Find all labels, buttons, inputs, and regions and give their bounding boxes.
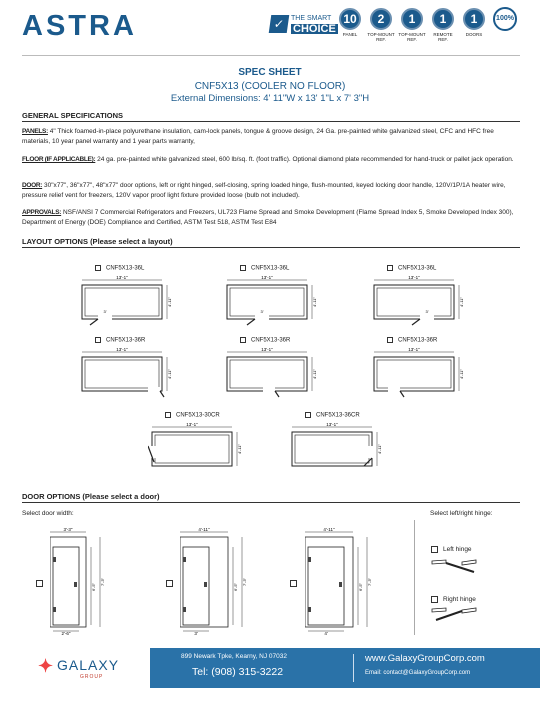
- box-height-dimension: 7'-3": [100, 578, 105, 586]
- header-divider: [22, 55, 520, 56]
- section-divider: [22, 502, 520, 503]
- hundred-percent-badge: 100%: [493, 7, 517, 31]
- right-hinge-label: Right hinge: [443, 596, 476, 603]
- box-height-dimension: 7'-3": [367, 578, 372, 586]
- footer-phone[interactable]: Tel: (908) 315-3222: [192, 666, 284, 678]
- header: [0, 0, 540, 58]
- layout-floorplan-diagram: [148, 422, 243, 474]
- layout-floorplan-diagram: [223, 275, 318, 327]
- left-hinge-label: Left hinge: [443, 546, 472, 553]
- layout-checkbox[interactable]: [305, 412, 311, 418]
- left-hinge-diagram: [430, 557, 480, 577]
- warranty-badge-remote: 1 REMOTE REF.: [428, 8, 458, 42]
- door-dimension: 3': [260, 309, 264, 314]
- layout-floorplan-diagram: [288, 422, 383, 474]
- layout-option-label: CNF5X13-30CR: [176, 412, 220, 419]
- layout-checkbox[interactable]: [240, 337, 246, 343]
- length-dimension: 13'-1": [261, 347, 273, 352]
- length-dimension: 13'-1": [116, 347, 128, 352]
- length-dimension: 13'-1": [408, 275, 420, 280]
- width-dimension: 4'-11": [459, 297, 464, 307]
- layout-checkbox[interactable]: [240, 265, 246, 271]
- door-height-dimension: 6'-5": [358, 583, 363, 591]
- panels-spec: PANELS: 4" Thick foamed-in-place polyurethane insulation, cam-lock panels, tongue & groove design, 24 Ga. pre-painted white galvanized steel, CFC and HFC free materials, 10 year panel warranty and 1 year parts warranty,: [22, 128, 494, 145]
- layout-floorplan-diagram: [370, 275, 465, 327]
- footer-website-link[interactable]: www.GalaxyGroupCorp.com: [365, 653, 485, 664]
- layout-option-6[interactable]: [387, 337, 437, 344]
- warranty-badge-topmount-2: 1 TOP-MOUNT REF.: [397, 8, 427, 42]
- warranty-seal-icon: 1: [463, 8, 485, 30]
- section-divider: [22, 121, 520, 122]
- door-height-dimension: 6'-5": [233, 583, 238, 591]
- galaxy-swoosh-icon: ✦: [38, 656, 54, 676]
- layout-option-7[interactable]: [165, 412, 220, 419]
- door-top-dimension: 4'-11": [323, 527, 335, 532]
- warranty-seal-icon: 1: [432, 8, 454, 30]
- galaxy-company-name: GALAXY: [57, 657, 120, 673]
- layout-floorplan-diagram: [78, 347, 173, 399]
- select-hinge-label: Select left/right hinge:: [430, 510, 493, 517]
- approvals-spec: APPROVALS: NSF/ANSI 7 Commercial Refrigerators and Freezers, UL723 Flame Spread and Smoke Development (Flame Spread Index 5, Smoke Developed Index 300), Department of Energy (DOE) Compliance and Certified, ASTM Test 518, ASTM Test E84: [22, 209, 514, 226]
- warranty-badges: [335, 8, 517, 42]
- door-spec: DOOR: 30"x77", 36"x77", 48"x77" door options, left or right hinged, self-closing, spring loaded hinge, flush-mounted, keyed locking door handle, 120V/1P/1A heater wire, pressure relief vent for freezers, 120V vapor proof light fixture provided loose (bulb not included).: [22, 182, 506, 199]
- warranty-seal-icon: 1: [401, 8, 423, 30]
- width-dimension: 4'-11": [459, 369, 464, 379]
- door-width-checkbox-1[interactable]: [36, 580, 43, 587]
- layout-option-4[interactable]: [95, 337, 145, 344]
- layout-floorplan-diagram: [223, 347, 318, 399]
- layout-floorplan-diagram: [370, 347, 465, 399]
- floor-spec: FLOOR (IF APPLICABLE): 24 ga. pre-painted white galvanized steel, 600 lb/sq. ft. (foot traffic). Optional diamond plate recommended for hand-truck or pallet jack operation.: [22, 156, 514, 163]
- footer-email-link[interactable]: Email: contact@GalaxyGroupCorp.com: [365, 670, 471, 676]
- footer-divider: [353, 654, 354, 682]
- right-hinge-diagram: [430, 605, 480, 625]
- width-dimension: 4'-11": [377, 444, 382, 454]
- left-hinge-checkbox[interactable]: [431, 546, 438, 553]
- door-options-heading: DOOR OPTIONS (Please select a door): [22, 492, 160, 501]
- galaxy-logo: [0, 648, 150, 688]
- door-elevation-diagram: [305, 527, 380, 637]
- model-title: CNF5X13 (COOLER NO FLOOR): [194, 81, 346, 92]
- door-height-dimension: 6'-5": [91, 583, 96, 591]
- layout-option-label: CNF5X13-36L: [106, 265, 145, 272]
- width-dimension: 4'-11": [167, 297, 172, 307]
- layout-option-label: CNF5X13-36R: [106, 337, 146, 344]
- door-elevation-diagram: [180, 527, 255, 637]
- layout-option-label: CNF5X13-36R: [251, 337, 291, 344]
- length-dimension: 13'-1": [116, 275, 128, 280]
- layout-option-5[interactable]: [240, 337, 290, 344]
- footer: [0, 648, 540, 688]
- general-specs-heading: GENERAL SPECIFICATIONS: [22, 111, 123, 120]
- layout-option-label: CNF5X13-36L: [398, 265, 437, 272]
- footer-address: 899 Newark Tpke, Kearny, NJ 07032: [181, 653, 287, 660]
- door-width-checkbox-2[interactable]: [166, 580, 173, 587]
- smart-top-text: THE SMART: [291, 15, 332, 22]
- right-hinge-checkbox[interactable]: [431, 596, 438, 603]
- door-dimension: 3': [103, 309, 107, 314]
- length-dimension: 13'-1": [186, 422, 198, 427]
- layout-option-8[interactable]: [305, 412, 360, 419]
- door-elevation-diagram: [50, 527, 125, 637]
- smart-bottom-text: CHOICE: [293, 23, 336, 35]
- door-bottom-dimension: 4': [324, 631, 328, 636]
- galaxy-company-sub: GROUP: [80, 674, 104, 680]
- box-height-dimension: 7'-3": [242, 578, 247, 586]
- astra-logo: ASTRA: [22, 10, 137, 42]
- width-dimension: 4'-11": [167, 369, 172, 379]
- length-dimension: 13'-1": [261, 275, 273, 280]
- select-door-width-label: Select door width:: [22, 510, 74, 517]
- spec-sheet-title: SPEC SHEET: [238, 67, 302, 78]
- layout-option-label: CNF5X13-36R: [398, 337, 438, 344]
- door-top-dimension: 4'-11": [198, 527, 210, 532]
- layout-checkbox[interactable]: [387, 337, 393, 343]
- layout-checkbox[interactable]: [95, 337, 101, 343]
- warranty-badge-panel: 10 PANEL: [335, 8, 365, 42]
- door-width-checkbox-3[interactable]: [290, 580, 297, 587]
- check-icon: ✓: [269, 15, 290, 33]
- warranty-badge-topmount: 2 TOP-MOUNT REF.: [366, 8, 396, 42]
- length-dimension: 13'-1": [408, 347, 420, 352]
- section-divider: [22, 247, 520, 248]
- width-dimension: 4'-11": [237, 444, 242, 454]
- width-dimension: 4'-11": [312, 369, 317, 379]
- warranty-seal-icon: 10: [339, 8, 361, 30]
- width-dimension: 4'-11": [312, 297, 317, 307]
- layout-checkbox[interactable]: [165, 412, 171, 418]
- dimensions-title: External Dimensions: 4' 11"W x 13' 1"L x 7' 3"H: [170, 93, 370, 104]
- door-options-divider: [414, 520, 415, 635]
- layout-checkbox[interactable]: [387, 265, 393, 271]
- layout-option-2[interactable]: [240, 265, 289, 272]
- door-bottom-dimension: 2'-6": [61, 631, 71, 636]
- layout-checkbox[interactable]: [95, 265, 101, 271]
- layout-floorplan-diagram: [78, 275, 173, 327]
- layout-option-3[interactable]: [387, 265, 436, 272]
- door-top-dimension: 3'-3": [63, 527, 73, 532]
- layout-options-heading: LAYOUT OPTIONS (Please select a layout): [22, 237, 173, 246]
- layout-option-label: CNF5X13-36L: [251, 265, 290, 272]
- door-bottom-dimension: 3': [194, 631, 198, 636]
- warranty-seal-icon: 2: [370, 8, 392, 30]
- warranty-badge-doors: 1 DOORS: [459, 8, 489, 42]
- smart-choice-badge: [270, 14, 338, 34]
- layout-option-1[interactable]: [95, 265, 144, 272]
- door-dimension: 3': [425, 309, 429, 314]
- layout-option-label: CNF5X13-36CR: [316, 412, 360, 419]
- length-dimension: 13'-1": [326, 422, 338, 427]
